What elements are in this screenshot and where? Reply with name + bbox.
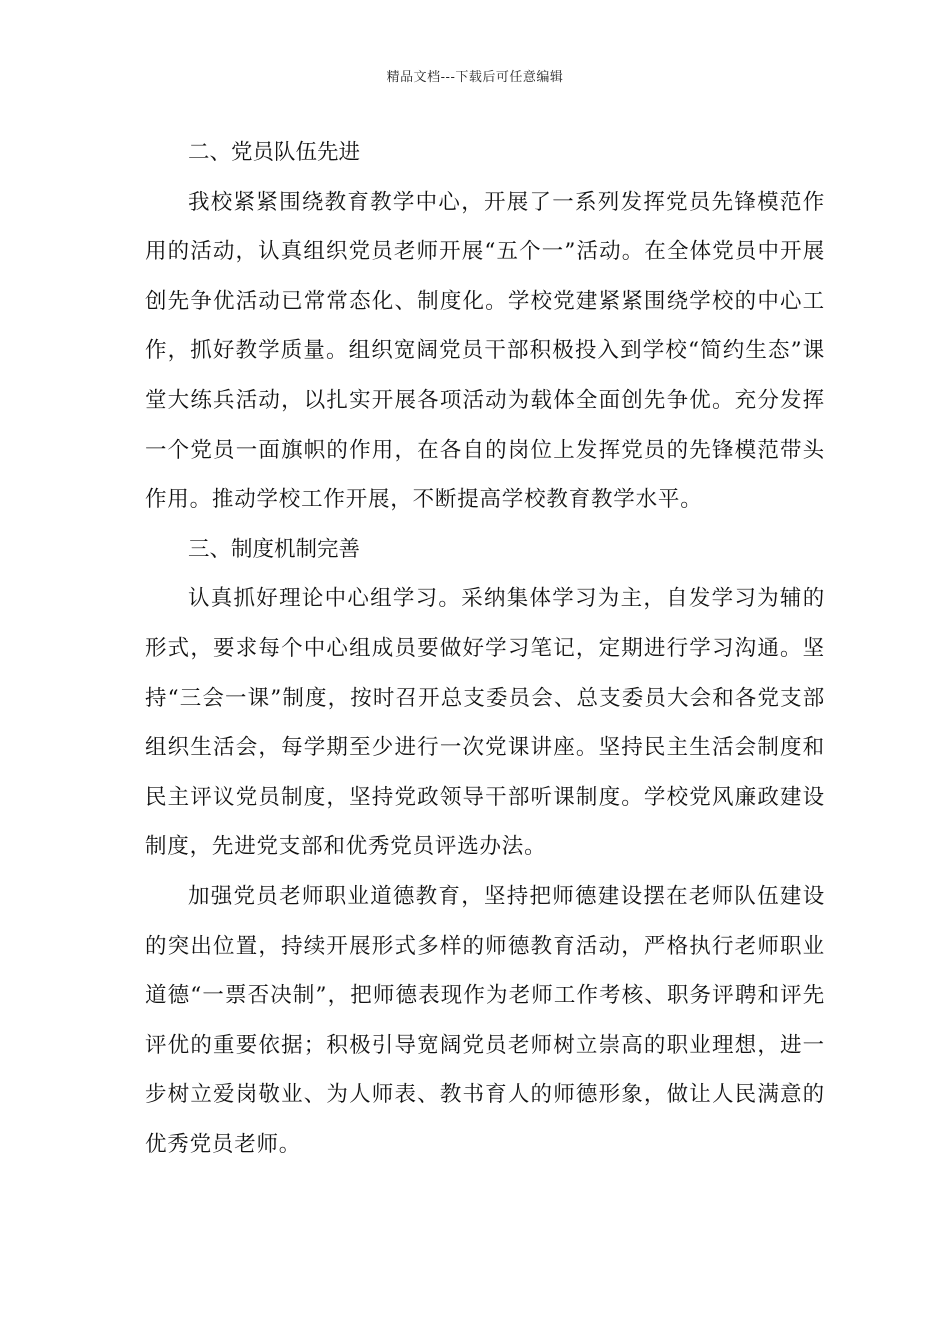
section-heading-2: 二、党员队伍先进 (188, 140, 361, 165)
paragraph: 加强党员老师职业道德教育，坚持把师德建设摆在老师队伍建设的突出位置，持续开展形式多样的师德教育活动，严格执行老师职业道德“一票否决制”，把师德表现作为老师工作考核、职务评聘和评先评优的重要依据；积极引导宽阔党员老师树立崇高的职业理想，进一步树立爱岗敬业、为人师表、教书育人的师德形象，做让人民满意的优秀党员老师。 (145, 883, 825, 1157)
paragraph: 认真抓好理论中心组学习。采纳集体学习为主，自发学习为辅的形式，要求每个中心组成员要做好学习笔记，定期进行学习沟通。坚持“三会一课”制度，按时召开总支委员会、总支委员大会和各党支部组织生活会，每学期至少进行一次党课讲座。坚持民主生活会制度和民主评议党员制度，坚持党政领导干部听课制度。学校党风廉政建设制度，先进党支部和优秀党员评选办法。 (145, 586, 825, 860)
paragraph: 我校紧紧围绕教育教学中心，开展了一系列发挥党员先锋模范作用的活动，认真组织党员老师开展“五个一”活动。在全体党员中开展创先争优活动已常常态化、制度化。学校党建紧紧围绕学校的中心工作，抓好教学质量。组织宽阔党员干部积极投入到学校“简约生态”课堂大练兵活动，以扎实开展各项活动为载体全面创先争优。充分发挥一个党员一面旗帜的作用，在各自的岗位上发挥党员的先锋模范带头作用。推动学校工作开展，不断提高学校教育教学水平。 (145, 189, 825, 513)
document-body (145, 128, 825, 1169)
section-heading-3: 三、制度机制完善 (188, 536, 361, 562)
page-header: 精品文档---下载后可任意编辑 (386, 70, 564, 85)
